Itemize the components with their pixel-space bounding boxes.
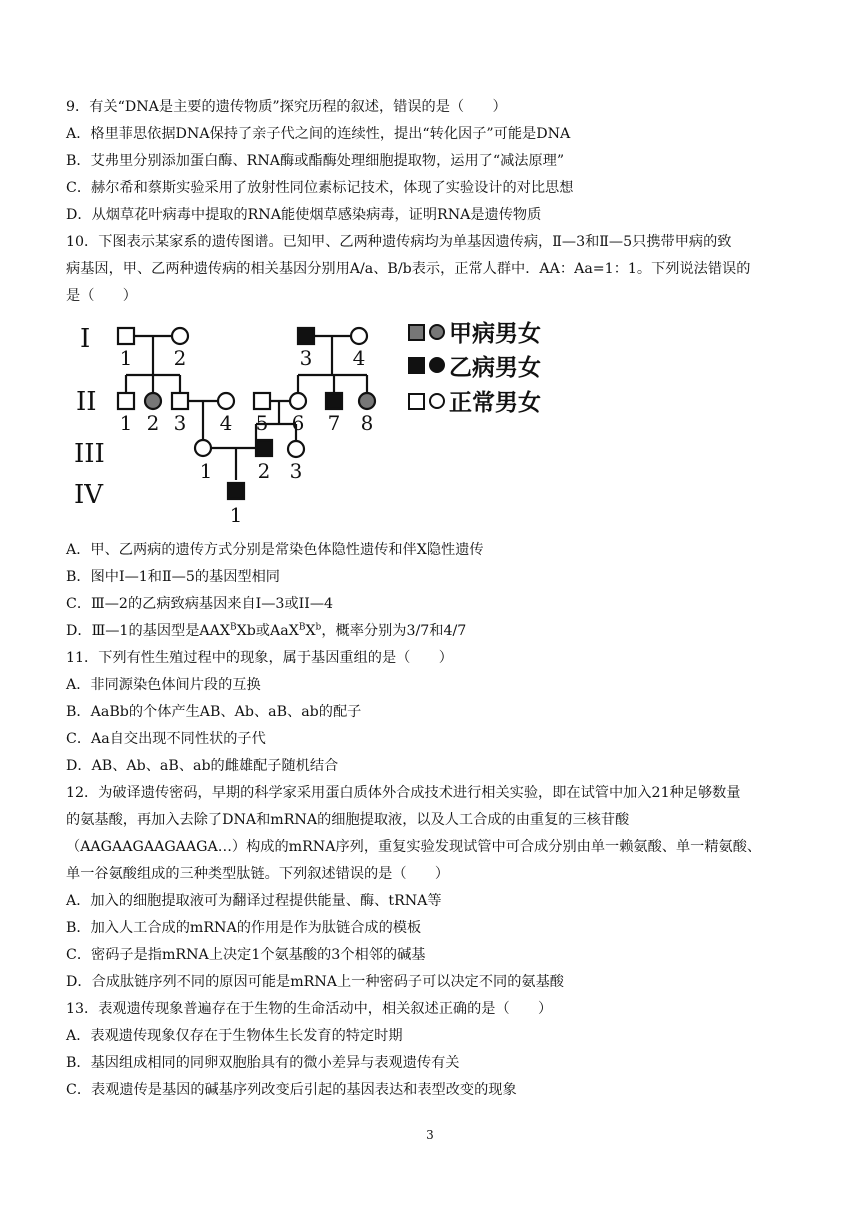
q12-stem-line1: 12．为破译遗传密码，早期的科学家采用蛋白质体外合成技术进行相关实验，即在试管中加入21种足够数量 xyxy=(66,785,741,801)
legend-normal-female-icon xyxy=(430,394,444,408)
gen-label-II: II xyxy=(76,387,97,417)
legend-b-male-icon xyxy=(409,358,424,373)
q11-option-b: B．AaBb的个体产生AB、Ab、aB、ab的配子 xyxy=(66,704,362,720)
pedigree-chart xyxy=(66,315,566,530)
gen-label-IV: IV xyxy=(74,480,104,510)
legend-a-female-icon xyxy=(430,325,444,339)
num-III-2: 2 xyxy=(257,459,271,483)
num-I-4: 4 xyxy=(352,346,366,370)
q12-option-c: C．密码子是指mRNA上决定1个氨基酸的3个相邻的碱基 xyxy=(66,947,426,963)
q13-option-b: B．基因组成相同的同卵双胞胎具有的微小差异与表观遗传有关 xyxy=(66,1055,460,1071)
q9-option-d: D．从烟草花叶病毒中提取的RNA能使烟草感染病毒，证明RNA是遗传物质 xyxy=(66,207,542,223)
legend-disease-b: 乙病男女 xyxy=(449,355,541,381)
num-I-3: 3 xyxy=(299,346,313,370)
legend-normal: 正常男女 xyxy=(449,390,541,416)
gen-label-III: III xyxy=(74,439,105,469)
num-I-1: 1 xyxy=(119,346,133,370)
q13-option-a: A．表观遗传现象仅存在于生物体生长发育的特定时期 xyxy=(66,1028,403,1044)
q10-stem-line1: 10．下图表示某家系的遗传图谱。已知甲、乙两种遗传病均为单基因遗传病，Ⅱ—3和Ⅱ—5只携带甲病的致 xyxy=(66,234,732,250)
q12-stem-line3: （AAGAAGAAGAAGA…）构成的mRNA序列，重复实验发现试管中可合成分别由单一赖氨酸、单一精氨酸、 xyxy=(66,839,762,855)
II-2-circle xyxy=(145,393,161,409)
I-2-circle xyxy=(172,328,188,344)
II-4-circle xyxy=(218,393,234,409)
q9-stem: 9．有关“DNA是主要的遗传物质”探究历程的叙述，错误的是（ ） xyxy=(66,99,507,115)
q10-option-c: C．Ⅲ—2的乙病致病基因来自Ⅰ—3或ⅠⅠ—4 xyxy=(66,596,334,612)
num-II-8: 8 xyxy=(360,411,374,435)
q11-option-d: D．AB、Ab、aB、ab的雌雄配子随机结合 xyxy=(66,758,339,774)
q10-option-b: B．图中Ⅰ—1和Ⅱ—5的基因型相同 xyxy=(66,569,280,585)
legend-b-female-icon xyxy=(430,358,444,372)
q10-stem-line2: 病基因，甲、乙两种遗传病的相关基因分别用A/a、B/b表示，正常人群中．AA：Aa=1：1。下列说法错误的 xyxy=(66,261,751,277)
num-II-5: 5 xyxy=(255,411,269,435)
q11-stem: 11．下列有性生殖过程中的现象，属于基因重组的是（ ） xyxy=(66,650,453,666)
q10-option-a: A．甲、乙两病的遗传方式分别是常染色体隐性遗传和伴X隐性遗传 xyxy=(66,542,484,558)
q9-option-b: B．艾弗里分别添加蛋白酶、RNA酶或酯酶处理细胞提取物，运用了“减法原理” xyxy=(66,153,565,169)
I-1-square xyxy=(118,328,134,344)
q9-option-c: C．赫尔希和蔡斯实验采用了放射性同位素标记技术，体现了实验设计的对比思想 xyxy=(66,180,574,196)
III-2-square xyxy=(256,440,272,456)
num-III-3: 3 xyxy=(289,459,303,483)
num-II-7: 7 xyxy=(327,411,341,435)
II-5-square xyxy=(254,393,270,409)
q12-stem-line4: 单一谷氨酸组成的三种类型肽链。下列叙述错误的是（ ） xyxy=(66,866,450,882)
num-II-6: 6 xyxy=(291,411,305,435)
q9-option-a: A．格里菲思依据DNA保持了亲子代之间的连续性，提出“转化因子”可能是DNA xyxy=(66,126,571,142)
II-8-circle xyxy=(359,393,375,409)
III-1-circle xyxy=(195,440,211,456)
II-6-circle xyxy=(290,393,306,409)
num-II-2: 2 xyxy=(146,411,160,435)
num-II-4: 4 xyxy=(219,411,233,435)
I-4-circle xyxy=(351,328,367,344)
IV-1-square xyxy=(228,483,244,499)
legend-a-male-icon xyxy=(409,325,424,340)
q10-stem-line3: 是（ ） xyxy=(66,288,137,304)
II-3-square xyxy=(172,393,188,409)
num-I-2: 2 xyxy=(173,346,187,370)
gen-label-I: I xyxy=(80,324,91,354)
q12-option-d: D．合成肽链序列不同的原因可能是mRNA上一种密码子可以决定不同的氨基酸 xyxy=(66,974,564,990)
q12-option-b: B．加入人工合成的mRNA的作用是作为肽链合成的模板 xyxy=(66,920,422,936)
num-III-1: 1 xyxy=(199,459,213,483)
q12-option-a: A．加入的细胞提取液可为翻译过程提供能量、酶、tRNA等 xyxy=(66,893,442,909)
q10-option-d: D．Ⅲ—1的基因型是$AAX^BXb$或$AaX^BX^b$，概率分别为3/7和4/7 xyxy=(66,622,467,639)
legend-normal-male-icon xyxy=(409,394,424,409)
q11-option-a: A．非同源染色体间片段的互换 xyxy=(66,677,261,693)
II-1-square xyxy=(118,393,134,409)
q13-stem: 13．表观遗传现象普遍存在于生物的生命活动中，相关叙述正确的是（ ） xyxy=(66,1001,553,1017)
II-7-square xyxy=(326,393,342,409)
num-IV-1: 1 xyxy=(229,503,243,527)
legend-disease-a: 甲病男女 xyxy=(449,321,541,347)
q13-option-c: C．表观遗传是基因的碱基序列改变后引起的基因表达和表型改变的现象 xyxy=(66,1082,517,1098)
page-number: 3 xyxy=(426,1128,434,1142)
num-II-3: 3 xyxy=(173,411,187,435)
num-II-1: 1 xyxy=(119,411,133,435)
q12-stem-line2: 的氨基酸，再加入去除了DNA和mRNA的细胞提取液，以及人工合成的由重复的三核苷酸 xyxy=(66,812,630,828)
I-3-square xyxy=(298,328,314,344)
III-3-circle xyxy=(288,441,304,457)
q11-option-c: C．Aa自交出现不同性状的子代 xyxy=(66,731,266,747)
